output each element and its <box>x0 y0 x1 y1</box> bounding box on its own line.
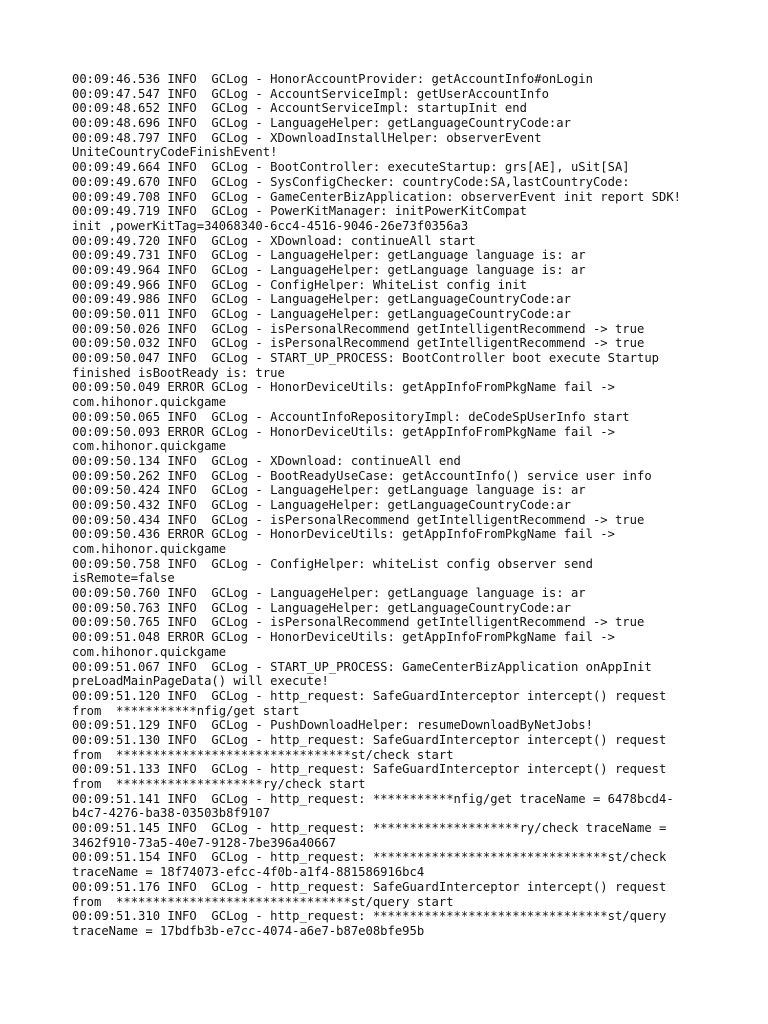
log-line: 00:09:50.765 INFO GCLog - isPersonalRecommend getIntelligentRecommend -> true <box>72 615 645 630</box>
log-line: 00:09:50.049 ERROR GCLog - HonorDeviceUtils: getAppInfoFromPkgName fail -> <box>72 380 615 395</box>
log-line: 00:09:50.432 INFO GCLog - LanguageHelper: getLanguageCountryCode:ar <box>72 497 571 512</box>
log-line: b4c7-4276-ba38-03503b8f9107 <box>72 806 271 821</box>
log-line: com.hihonor.quickgame <box>72 644 227 659</box>
log-line: 00:09:50.424 INFO GCLog - LanguageHelper: getLanguage language is: ar <box>72 483 586 498</box>
log-line: com.hihonor.quickgame <box>72 542 227 556</box>
log-line: 00:09:51.120 INFO GCLog - http_request: SafeGuardInterceptor intercept() request <box>72 688 667 703</box>
log-line: 00:09:50.011 INFO GCLog - LanguageHelper: getLanguageCountryCode:ar <box>72 307 571 321</box>
log-line: 00:09:51.048 ERROR GCLog - HonorDeviceUtils: getAppInfoFromPkgName fail -> <box>72 630 615 645</box>
log-line: 00:09:50.436 ERROR GCLog - HonorDeviceUtils: getAppInfoFromPkgName fail -> <box>72 527 615 542</box>
log-line: 00:09:49.720 INFO GCLog - XDownload: continueAll start <box>72 233 476 248</box>
log-line: 00:09:51.141 INFO GCLog - http_request: ***********nfig/get traceName = 6478bcd4- <box>72 791 674 806</box>
log-line: 00:09:50.763 INFO GCLog - LanguageHelper: getLanguageCountryCode:ar <box>72 600 571 615</box>
log-line: 00:09:46.536 INFO GCLog - HonorAccountProvider: getAccountInfo#onLogin <box>72 72 593 86</box>
log-line: 00:09:50.032 INFO GCLog - isPersonalRecommend getIntelligentRecommend -> true <box>72 336 645 351</box>
log-line: 00:09:50.434 INFO GCLog - isPersonalRecommend getIntelligentRecommend -> true <box>72 512 645 527</box>
log-line: 00:09:49.670 INFO GCLog - SysConfigChecker: countryCode:SA,lastCountryCode: <box>72 174 630 189</box>
log-line: from ***********nfig/get start <box>72 703 300 718</box>
log-line: isRemote=false <box>72 571 175 586</box>
log-line: 00:09:50.262 INFO GCLog - BootReadyUseCase: getAccountInfo() service user info <box>72 468 652 483</box>
log-line: com.hihonor.quickgame <box>72 395 227 410</box>
log-line: init ,powerKitTag=34068340-6cc4-4516-9046-26e73f0356a3 <box>72 218 469 233</box>
log-line: 00:09:48.696 INFO GCLog - LanguageHelper: getLanguageCountryCode:ar <box>72 116 571 131</box>
log-line: traceName = 17bdfb3b-e7cc-4074-a6e7-b87e08bfe95b <box>72 923 425 938</box>
log-line: 00:09:49.964 INFO GCLog - LanguageHelper: getLanguage language is: ar <box>72 262 586 277</box>
log-line: 00:09:51.129 INFO GCLog - PushDownloadHelper: resumeDownloadByNetJobs! <box>72 718 593 733</box>
log-line: 00:09:50.047 INFO GCLog - START_UP_PROCESS: BootController boot execute Startup <box>72 351 659 366</box>
log-line: 00:09:47.547 INFO GCLog - AccountServiceImpl: getUserAccountInfo <box>72 86 549 101</box>
log-line: preLoadMainPageData() will execute! <box>72 674 329 689</box>
log-line: from ********************************st/query start <box>72 894 454 909</box>
log-line: 00:09:48.797 INFO GCLog - XDownloadInstallHelper: observerEvent <box>72 130 542 145</box>
log-line: 00:09:49.966 INFO GCLog - ConfigHelper: WhiteList config init <box>72 277 527 292</box>
log-line: finished isBootReady is: true <box>72 365 285 380</box>
log-line: 00:09:50.134 INFO GCLog - XDownload: continueAll end <box>72 453 461 468</box>
log-line: 00:09:49.664 INFO GCLog - BootController: executeStartup: grs[AE], uSit[SA] <box>72 160 630 175</box>
log-line: com.hihonor.quickgame <box>72 439 227 454</box>
log-line: traceName = 18f74073-efcc-4f0b-a1f4-881586916bc4 <box>72 865 425 880</box>
log-line: 00:09:51.145 INFO GCLog - http_request: ********************ry/check traceName = <box>72 821 667 836</box>
log-line: 00:09:49.708 INFO GCLog - GameCenterBizApplication: observerEvent init report SDK! <box>72 189 682 204</box>
log-line: 00:09:49.719 INFO GCLog - PowerKitManager: initPowerKitCompat <box>72 204 527 219</box>
log-line: 00:09:50.093 ERROR GCLog - HonorDeviceUtils: getAppInfoFromPkgName fail -> <box>72 424 615 439</box>
log-line: 3462f910-73a5-40e7-9128-7be396a40667 <box>72 835 337 850</box>
log-line: 00:09:50.026 INFO GCLog - isPersonalRecommend getIntelligentRecommend -> true <box>72 321 645 336</box>
log-line: 00:09:51.176 INFO GCLog - http_request: SafeGuardInterceptor intercept() request <box>72 879 667 894</box>
log-line: 00:09:51.154 INFO GCLog - http_request: ********************************st/check <box>72 850 667 865</box>
log-line: 00:09:50.758 INFO GCLog - ConfigHelper: whiteList config observer send <box>72 556 593 571</box>
log-line: 00:09:49.731 INFO GCLog - LanguageHelper: getLanguage language is: ar <box>72 248 586 263</box>
log-line: 00:09:51.310 INFO GCLog - http_request: ********************************st/query <box>72 909 667 924</box>
log-line: 00:09:51.067 INFO GCLog - START_UP_PROCESS: GameCenterBizApplication onAppInit <box>72 659 652 674</box>
log-text-block <box>72 72 702 939</box>
log-line: from ********************************st/check start <box>72 747 454 762</box>
log-line: 00:09:48.652 INFO GCLog - AccountServiceImpl: startupInit end <box>72 101 527 116</box>
log-line: 00:09:51.133 INFO GCLog - http_request: SafeGuardInterceptor intercept() request <box>72 762 667 777</box>
log-line: 00:09:51.130 INFO GCLog - http_request: SafeGuardInterceptor intercept() request <box>72 732 667 747</box>
log-line: UniteCountryCodeFinishEvent! <box>72 145 278 160</box>
log-line: 00:09:50.065 INFO GCLog - AccountInfoRepositoryImpl: deCodeSpUserInfo start <box>72 409 630 424</box>
log-line: from ********************ry/check start <box>72 777 366 791</box>
log-line: 00:09:49.986 INFO GCLog - LanguageHelper: getLanguageCountryCode:ar <box>72 292 571 307</box>
log-line: 00:09:50.760 INFO GCLog - LanguageHelper: getLanguage language is: ar <box>72 586 586 601</box>
